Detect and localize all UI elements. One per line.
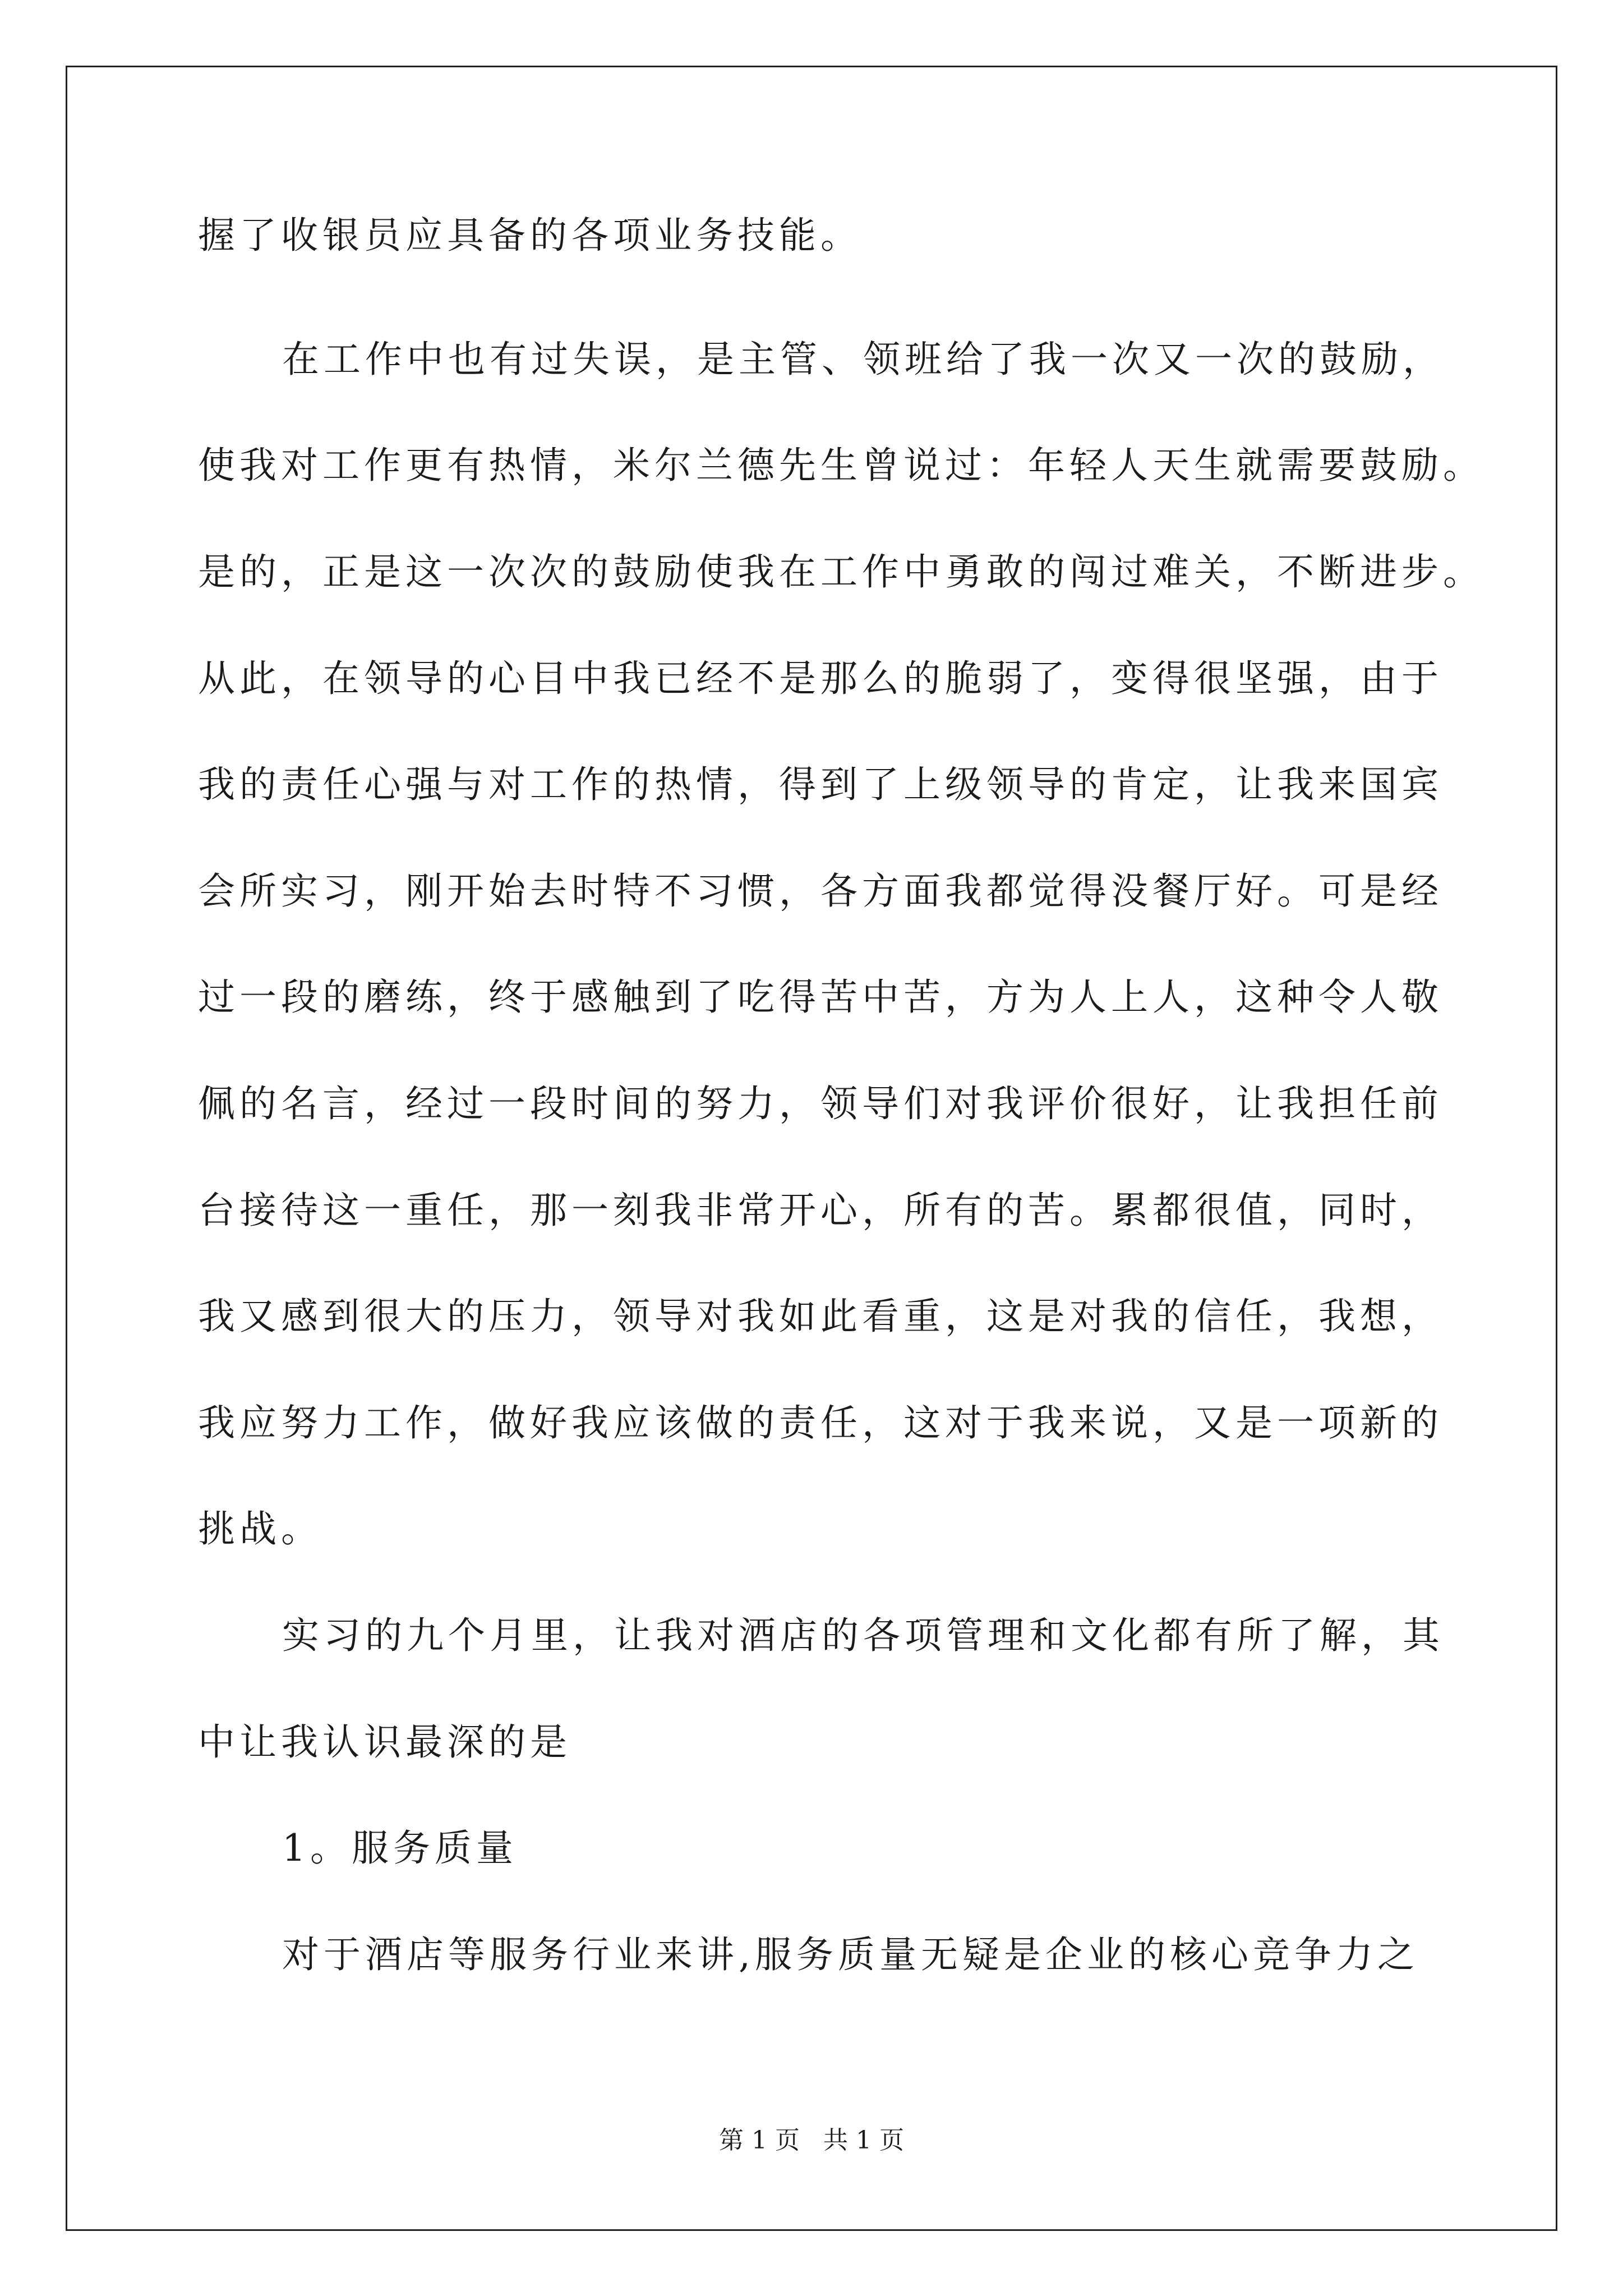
paragraph-start-line: 实习的九个月里，让我对酒店的各项管理和文化都有所了解，其 (282, 1614, 1444, 1657)
text-line: 挑战。 (198, 1507, 322, 1550)
text-line: 握了收银员应具备的各项业务技能。 (198, 214, 862, 257)
paragraph-start-line: 对于酒店等服务行业来讲,服务质量无疑是企业的核心竞争力之 (282, 1933, 1419, 1976)
section-heading: 1。服务质量 (282, 1826, 518, 1870)
text-line: 我的责任心强与对工作的热情，得到了上级领导的肯定，让我来国宾 (198, 763, 1443, 806)
page-border (66, 66, 1557, 2231)
text-line: 过一段的磨练，终于感触到了吃得苦中苦，方为人上人，这种令人敬 (198, 976, 1443, 1019)
text-line: 是的，正是这一次次的鼓励使我在工作中勇敢的闯过难关，不断进步。 (198, 550, 1484, 593)
page-number-footer: 第 1 页 共 1 页 (719, 2126, 904, 2155)
paragraph-start-line: 在工作中也有过失误，是主管、领班给了我一次又一次的鼓励， (282, 338, 1444, 381)
text-line: 会所实习，刚开始去时特不习惯，各方面我都觉得没餐厅好。可是经 (198, 869, 1443, 913)
text-line: 使我对工作更有热情，米尔兰德先生曾说过：年轻人天生就需要鼓励。 (198, 444, 1484, 487)
text-line: 中让我认识最深的是 (198, 1720, 571, 1764)
text-line: 佩的名言，经过一段时间的努力，领导们对我评价很好，让我担任前 (198, 1082, 1443, 1125)
text-line: 台接待这一重任，那一刻我非常开心，所有的苦。累都很值，同时， (198, 1189, 1443, 1232)
text-line: 我又感到很大的压力，领导对我如此看重，这是对我的信任，我想， (198, 1295, 1443, 1338)
text-line: 从此，在领导的心目中我已经不是那么的脆弱了，变得很坚强，由于 (198, 657, 1443, 700)
text-line: 我应努力工作，做好我应该做的责任，这对于我来说，又是一项新的 (198, 1401, 1443, 1444)
